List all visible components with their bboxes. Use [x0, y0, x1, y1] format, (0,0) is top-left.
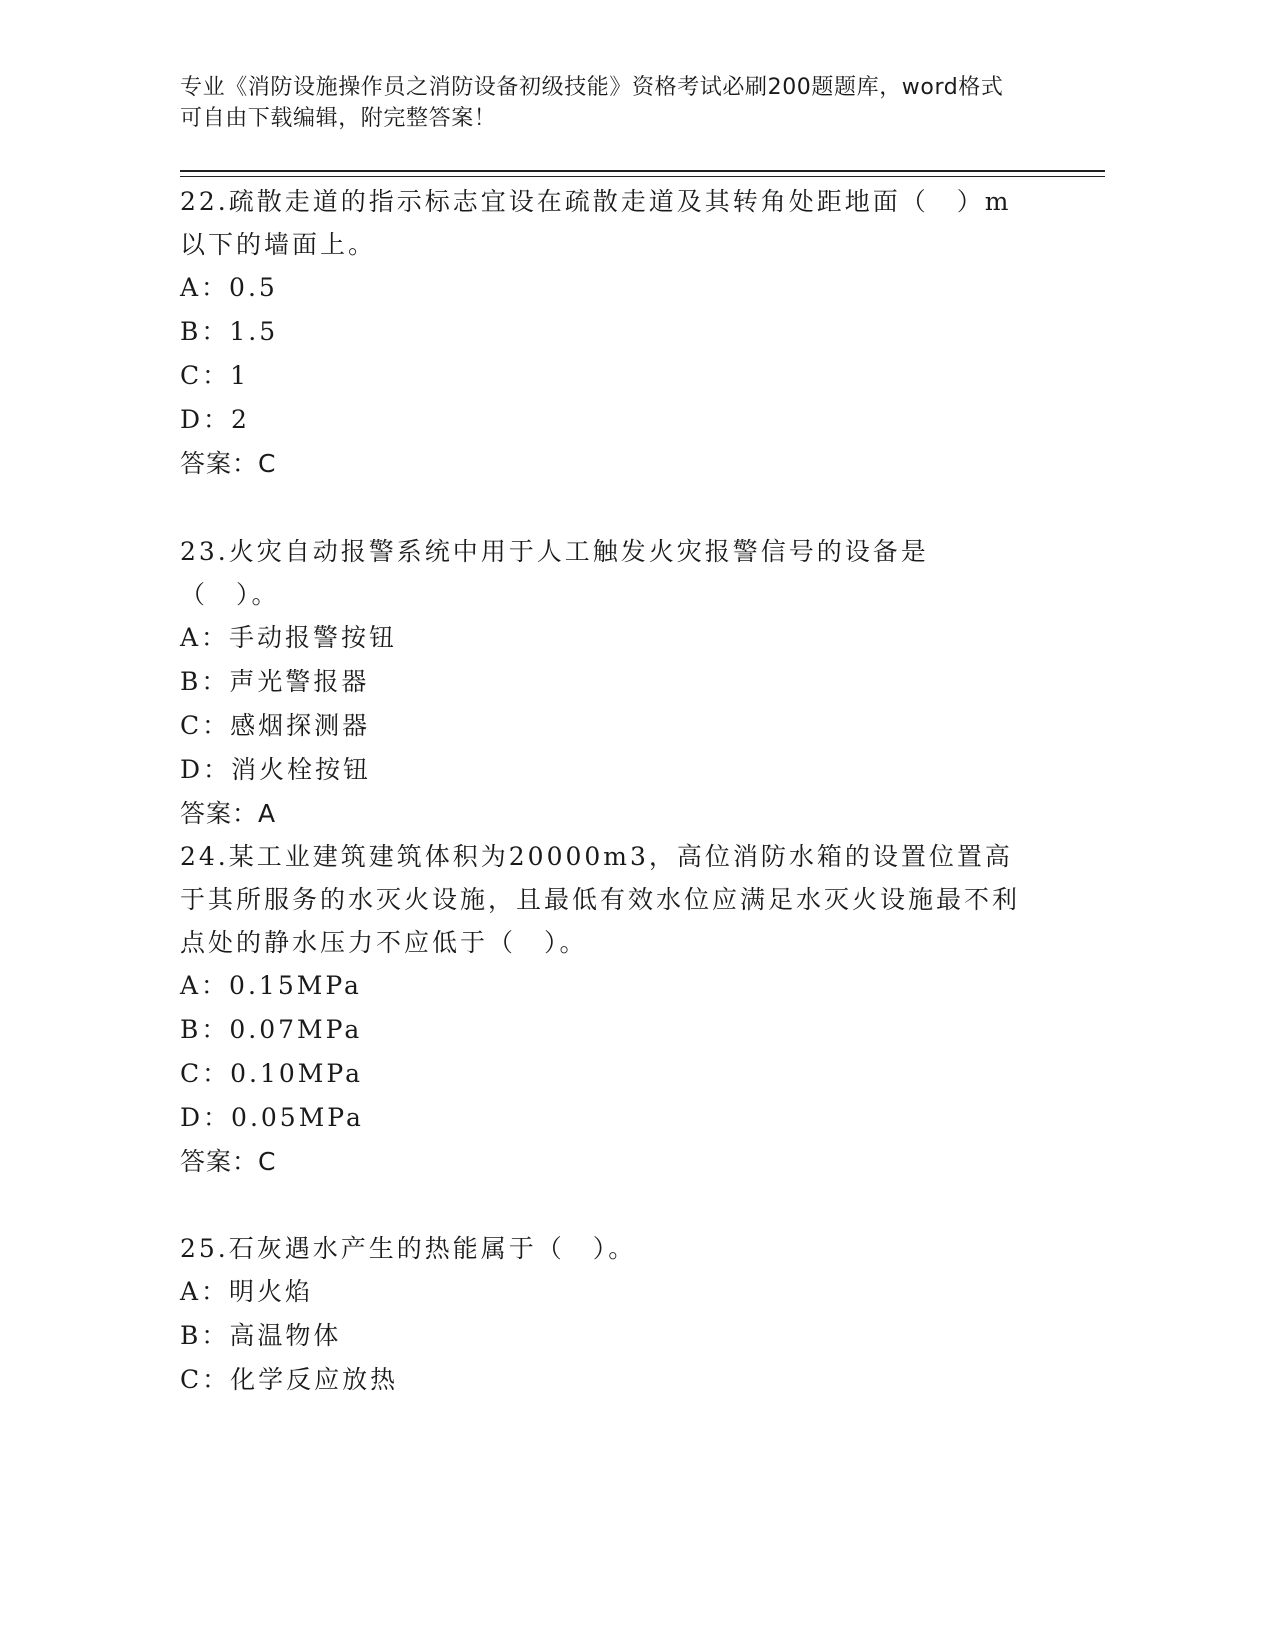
answer-line: 答案：A: [180, 799, 277, 828]
option-d: D：0.05MPa: [180, 1103, 364, 1132]
question-stem: 23.火灾自动报警系统中用于人工触发火灾报警信号的设备是（ ）。: [180, 537, 929, 609]
answer-line: 答案：C: [180, 449, 277, 478]
question-22: [180, 180, 1020, 486]
option-c: C：化学反应放热: [180, 1365, 399, 1394]
option-c: C：1: [180, 361, 250, 390]
question-25: [180, 1227, 1020, 1402]
option-b: B：声光警报器: [180, 667, 370, 696]
option-b: B：1.5: [180, 317, 279, 346]
question-stem: 22.疏散走道的指示标志宜设在疏散走道及其转角处距地面（ ）m以下的墙面上。: [180, 187, 1012, 259]
option-a: A：0.15MPa: [180, 971, 362, 1000]
option-a: A：0.5: [180, 273, 278, 302]
option-a: A：明火焰: [180, 1277, 314, 1306]
question-stem: 24.某工业建筑建筑体积为20000m3，高位消防水箱的设置位置高于其所服务的水灭火设施，且最低有效水位应满足水灭火设施最不利点处的静水压力不应低于（ ）。: [180, 842, 1021, 957]
header-divider-thick: [180, 170, 1105, 172]
answer-line: 答案：C: [180, 1147, 277, 1176]
document-header: 专业《消防设施操作员之消防设备初级技能》资格考试必刷200题题库，word格式可自由下载编辑，附完整答案！: [180, 75, 1004, 131]
option-a: A：手动报警按钮: [180, 623, 398, 652]
question-23: [180, 530, 1020, 836]
header-divider-thin: [180, 176, 1105, 177]
option-c: C：0.10MPa: [180, 1059, 363, 1088]
option-b: B：高温物体: [180, 1321, 342, 1350]
option-d: D：消火栓按钮: [180, 755, 372, 784]
option-c: C：感烟探测器: [180, 711, 371, 740]
question-24: [180, 835, 1020, 1184]
option-d: D：2: [180, 405, 250, 434]
option-b: B：0.07MPa: [180, 1015, 363, 1044]
question-stem: 25.石灰遇水产生的热能属于（ ）。: [180, 1234, 637, 1263]
